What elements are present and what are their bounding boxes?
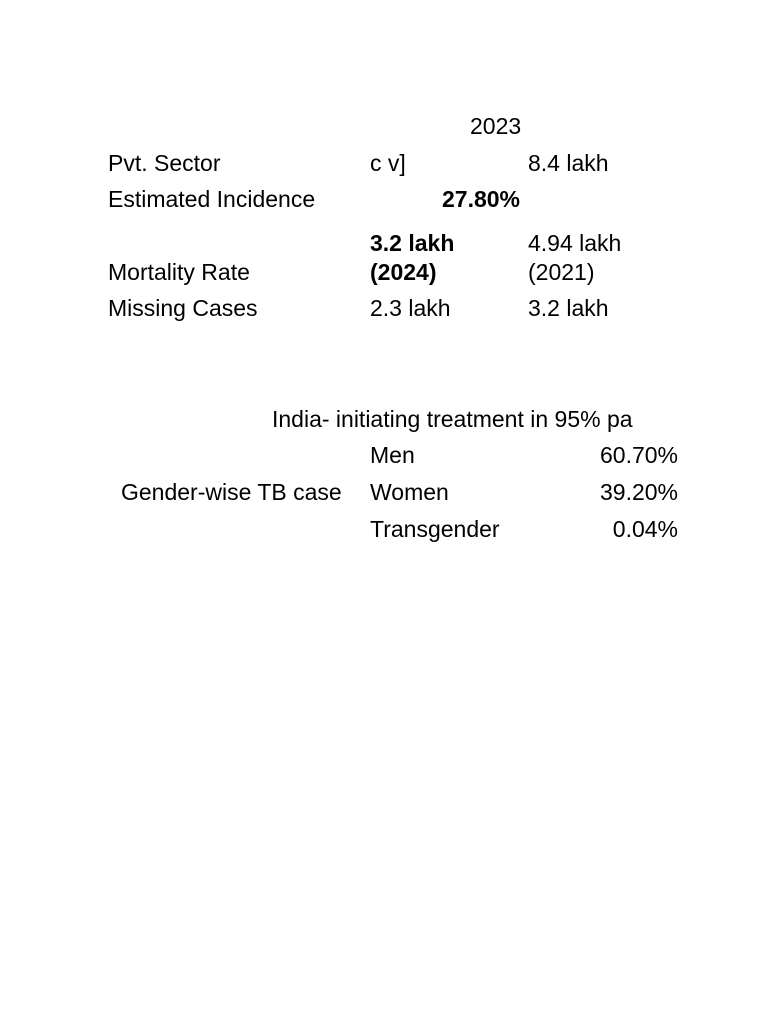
mortality-rate-col2-value: 3.2 lakh (370, 230, 455, 256)
row-label-mortality-rate: Mortality Rate (108, 259, 250, 285)
mortality-rate-col3-value: 4.94 lakh (528, 230, 622, 256)
gender-item-men-label: Men (370, 442, 415, 468)
missing-cases-col2: 2.3 lakh (370, 295, 451, 321)
pvt-sector-col3: 8.4 lakh (528, 150, 609, 176)
estimated-incidence-value: 27.80% (442, 186, 521, 212)
gender-item-women-value: 39.20% (599, 479, 678, 505)
gender-item-transgender-value: 0.04% (612, 516, 678, 542)
year-header: 2023 (470, 113, 522, 139)
row-label-missing-cases: Missing Cases (108, 295, 258, 321)
mortality-rate-col3-year: (2021) (528, 259, 595, 285)
gender-section-label: Gender-wise TB case (121, 479, 342, 505)
pvt-sector-col2: c v] (370, 150, 406, 176)
gender-item-men-value: 60.70% (599, 442, 678, 468)
mortality-rate-col2-year: (2024) (370, 259, 437, 285)
missing-cases-col3: 3.2 lakh (528, 295, 609, 321)
treatment-note: India- initiating treatment in 95% pa (272, 406, 633, 432)
row-label-pvt-sector: Pvt. Sector (108, 150, 221, 176)
row-label-estimated-incidence: Estimated Incidence (108, 186, 316, 212)
gender-item-transgender-label: Transgender (370, 516, 500, 542)
gender-item-women-label: Women (370, 479, 449, 505)
